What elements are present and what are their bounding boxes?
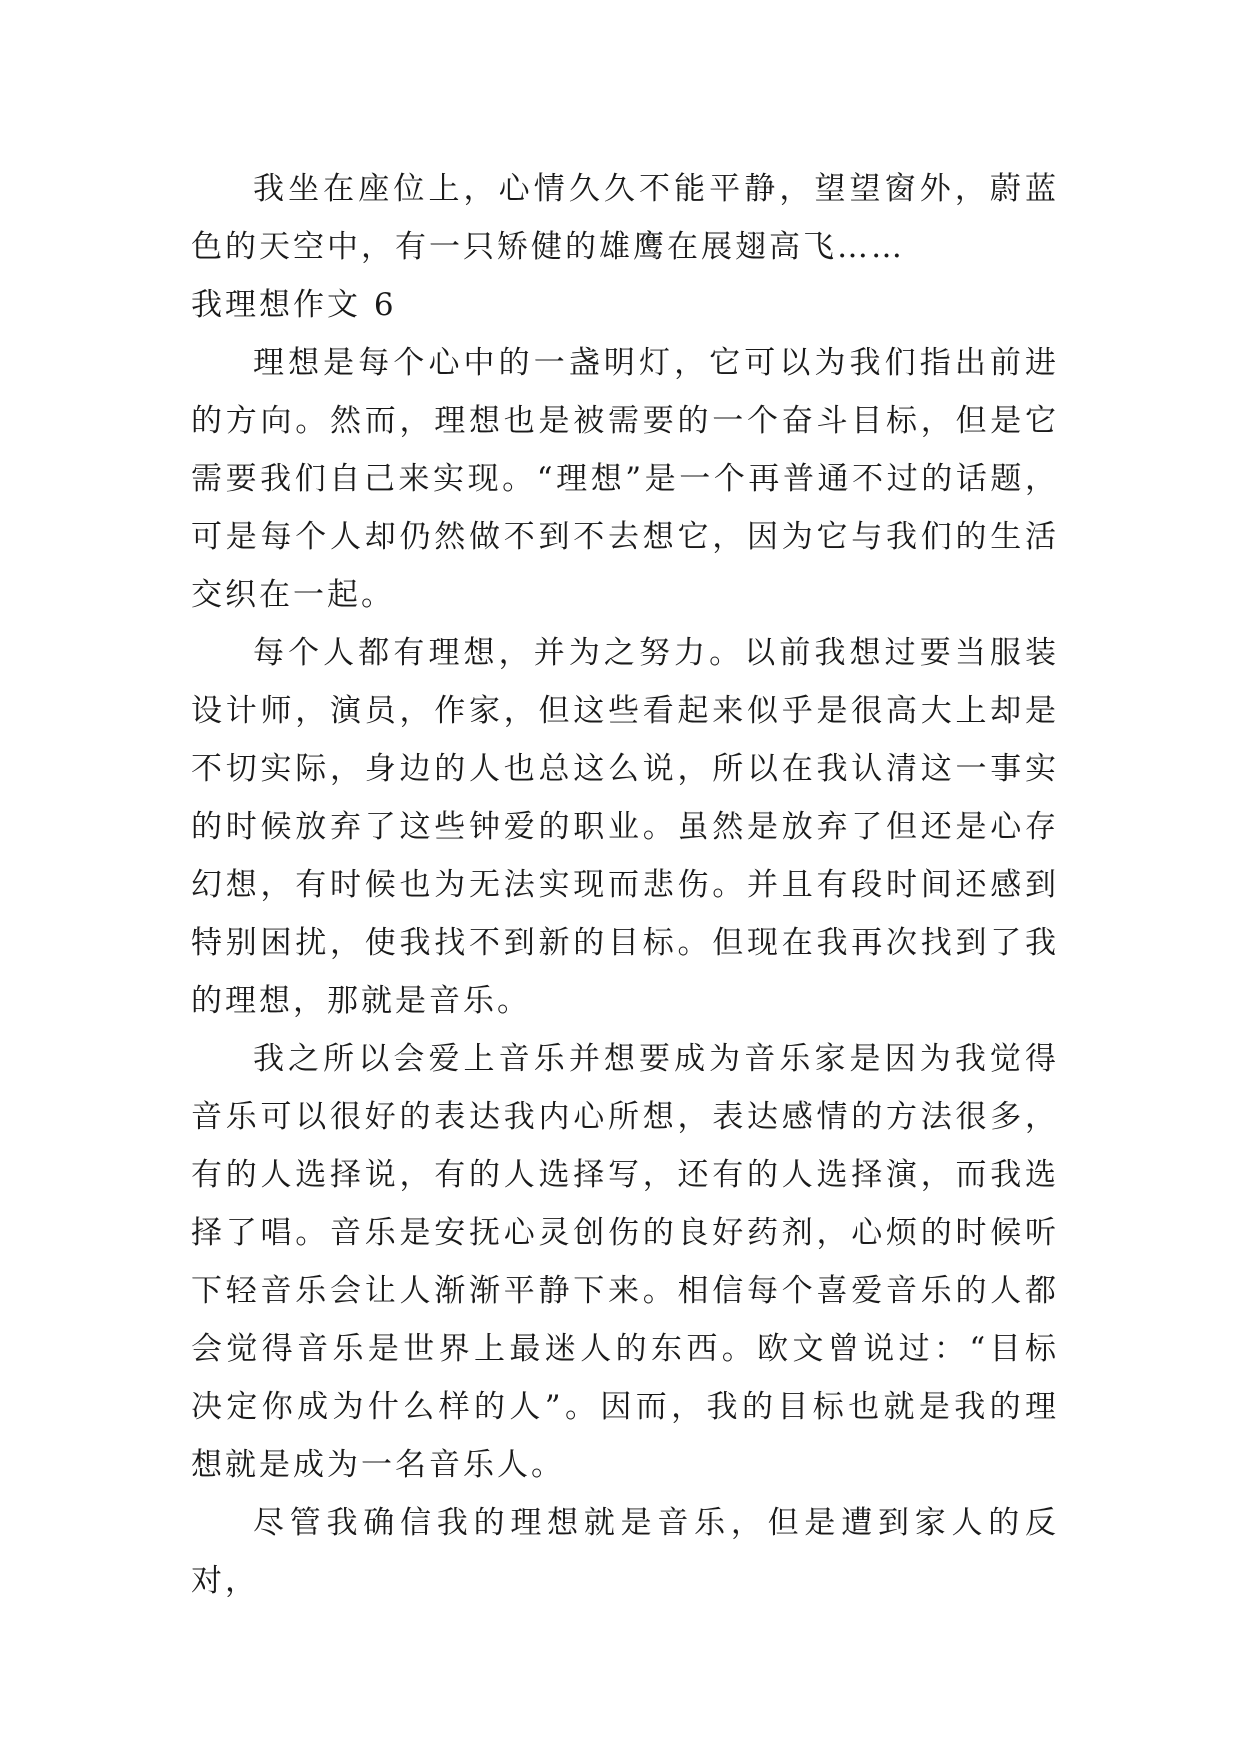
essay-heading: 我理想作文 6 xyxy=(191,287,397,323)
body-paragraph: 尽管我确信我的理想就是音乐，但是遭到家人的反对， xyxy=(191,1505,1059,1599)
intro-paragraph: 我坐在座位上，心情久久不能平静，望望窗外，蔚蓝色的天空中，有一只矫健的雄鹰在展翅高飞…… xyxy=(191,171,1059,265)
body-paragraph: 理想是每个心中的一盏明灯，它可以为我们指出前进的方向。然而，理想也是被需要的一个奋斗目标，但是它需要我们自己来实现。“理想”是一个再普通不过的话题，可是每个人却仍然做不到不去想它，因为它与我们的生活交织在一起。 xyxy=(191,345,1059,613)
document-page xyxy=(191,160,1059,1610)
body-paragraph: 每个人都有理想，并为之努力。以前我想过要当服装设计师，演员，作家，但这些看起来似乎是很高大上却是不切实际，身边的人也总这么说，所以在我认清这一事实的时候放弃了这些钟爱的职业。虽然是放弃了但还是心存幻想，有时候也为无法实现而悲伤。并且有段时间还感到特别困扰，使我找不到新的目标。但现在我再次找到了我的理想，那就是音乐。 xyxy=(191,635,1059,1019)
body-paragraph: 我之所以会爱上音乐并想要成为音乐家是因为我觉得音乐可以很好的表达我内心所想，表达感情的方法很多，有的人选择说，有的人选择写，还有的人选择演，而我选择了唱。音乐是安抚心灵创伤的良好药剂，心烦的时候听下轻音乐会让人渐渐平静下来。相信每个喜爱音乐的人都会觉得音乐是世界上最迷人的东西。欧文曾说过：“目标决定你成为什么样的人”。因而，我的目标也就是我的理想就是成为一名音乐人。 xyxy=(191,1041,1059,1483)
